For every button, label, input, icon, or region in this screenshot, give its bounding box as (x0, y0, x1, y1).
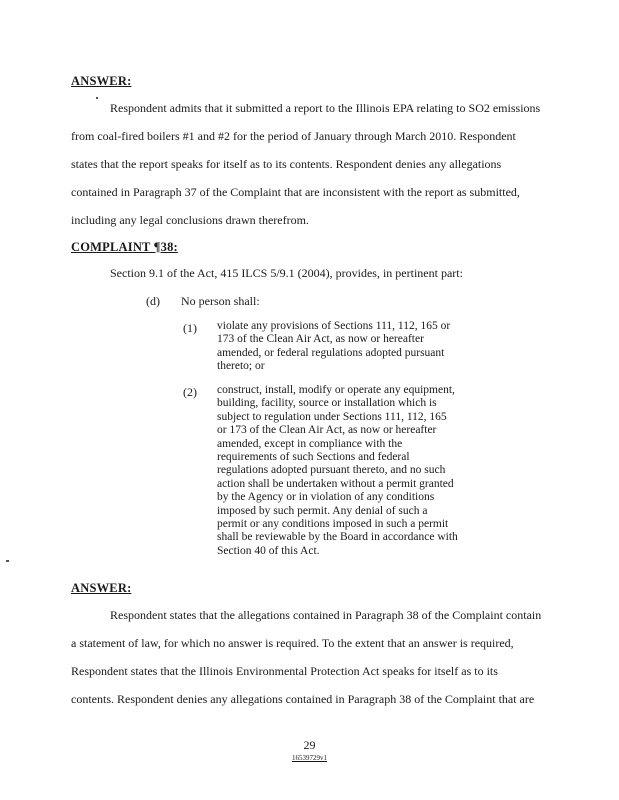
answer-line: Respondent states that the Illinois Environmental Protection Act speaks for itself as to its (71, 664, 498, 678)
answer-line: Respondent admits that it submitted a report to the Illinois EPA relating to SO2 emissions (110, 101, 541, 115)
item-label: (1) (183, 321, 197, 335)
statute-intro: Section 9.1 of the Act, 415 ILCS 5/9.1 (2004), provides, in pertinent part: (110, 266, 463, 280)
page-number: 29 (303, 738, 316, 752)
answer-line: a statement of law, for which no answer is required. To the extent that an answer is required, (71, 636, 514, 650)
item-line: 173 of the Clean Air Act, as now or hereafter (217, 333, 424, 346)
stray-mark (96, 97, 98, 99)
item-line: amended, except in compliance with the (217, 437, 403, 450)
item-line: by the Agency or in violation of any conditions (217, 491, 435, 504)
item-text-block (217, 320, 450, 374)
document-id: 16539729v1 (292, 754, 327, 762)
subsection-text: No person shall: (181, 294, 260, 308)
item-line: violate any provisions of Sections 111, 112, 165 or (217, 320, 451, 332)
item-line: imposed by such permit. Any denial of such a (217, 504, 428, 517)
item-line: shall be reviewable by the Board in accordance with (217, 531, 458, 544)
item-line: requirements of such Sections and federal (217, 451, 410, 464)
answer-line: contents. Respondent denies any allegations contained in Paragraph 38 of the Complaint that are (71, 692, 535, 706)
item-line: thereto; or (217, 360, 265, 373)
margin-mark (6, 560, 9, 562)
subsection-label: (d) (146, 294, 160, 308)
item-line: action shall be undertaken without a permit granted (217, 477, 454, 490)
item-line: or 173 of the Clean Air Act, as now or hereafter (217, 424, 437, 437)
item-label: (2) (183, 385, 197, 399)
answer-line: from coal-fired boilers #1 and #2 for the period of January through March 2010. Respondent (71, 129, 516, 143)
answer-line: Respondent states that the allegations contained in Paragraph 38 of the Complaint contain (110, 608, 542, 622)
item-line: permit or any conditions imposed in such a permit (217, 518, 449, 531)
item-text-block (217, 384, 458, 558)
item-line: Section 40 of this Act. (217, 544, 320, 557)
answer-heading: ANSWER: (71, 581, 132, 595)
item-line: regulations adopted pursuant thereto, and no such (217, 464, 446, 477)
item-line: amended, or federal regulations adopted pursuant (217, 346, 445, 359)
complaint-heading: COMPLAINT ¶38: (71, 240, 178, 254)
item-line: building, facility, source or installation which is (217, 397, 437, 410)
answer-line: states that the report speaks for itself as to its contents. Respondent denies any allegations (71, 157, 502, 171)
item-line: construct, install, modify or operate any equipment, (217, 384, 455, 396)
answer-line: contained in Paragraph 37 of the Complaint that are inconsistent with the report as submitted, (71, 185, 520, 199)
answer-line: including any legal conclusions drawn therefrom. (71, 213, 309, 227)
answer-heading: ANSWER: (71, 74, 132, 88)
item-line: subject to regulation under Sections 111, 112, 165 (217, 410, 447, 423)
